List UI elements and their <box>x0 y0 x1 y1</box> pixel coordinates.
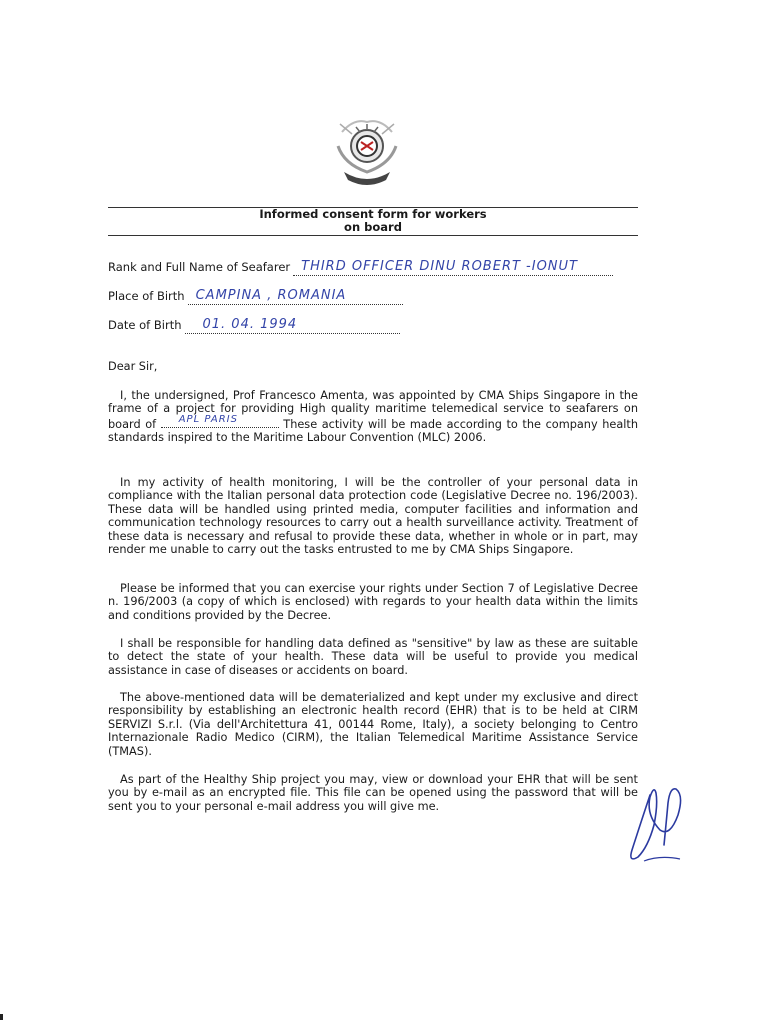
paragraph-5 <box>108 691 638 758</box>
date-of-birth-field <box>108 314 400 334</box>
title-line-1: Informed consent form for workers <box>259 207 487 221</box>
scan-mark <box>0 1014 3 1020</box>
place-of-birth-value: CAMPINA , ROMANIA <box>195 288 347 303</box>
paragraph-2-text: In my activity of health monitoring, I will be the controller of your personal data in compliance with the Italian personal data protection code (Legislative Decree no. 196/2003). These data will be handled using printed media, computer facilities and information and communication technology resources to carry out a health surveillance activity. Treatment of these data is necessary and refusal to provide these data, whether in whole or in part, may render me unable to carry out the tasks entrusted to me by CMA Ships Singapore. <box>108 476 638 557</box>
date-of-birth-label: Date of Birth <box>108 318 182 332</box>
paragraph-1-end: These activity will be made according to the company health standards inspired to the Maritime Labour Convention (MLC) 2006. <box>108 417 638 445</box>
salutation: Dear Sir, <box>108 360 158 373</box>
title-bottom-rule <box>108 235 638 236</box>
paragraph-1-start: I, the undersigned, Prof Francesco Amenta, was appointed by CMA Ships Singapore in the frame of a project for providing High quality maritime telemedical service to seafarers on board of <box>108 389 638 431</box>
paragraph-2 <box>108 476 638 556</box>
place-of-birth-label: Place of Birth <box>108 289 185 303</box>
vessel-line <box>161 416 279 428</box>
paragraph-6-text: As part of the Healthy Ship project you may, view or download your EHR that will be sent you by e-mail as an encrypted file. This file can be opened using the password that will be sent you to your personal e-mail address you will give me. <box>108 773 638 813</box>
rank-name-field <box>108 256 613 276</box>
handwritten-signature-icon <box>620 775 690 870</box>
vessel-name-value: APL PARIS <box>178 414 238 426</box>
rank-name-value: THIRD OFFICER DINU ROBERT -IONUT <box>301 259 578 274</box>
paragraph-3-text: Please be informed that you can exercise your rights under Section 7 of Legislative Decree n. 196/2003 (a copy of which is enclosed) with regards to your health data within the limits and conditions provided by the Decree. <box>108 582 638 622</box>
date-of-birth-line <box>185 315 400 334</box>
emblem-logo-icon <box>334 112 400 192</box>
document-title <box>108 208 638 234</box>
paragraph-4 <box>108 637 638 677</box>
paragraph-1 <box>108 389 638 445</box>
paragraph-6 <box>108 773 638 813</box>
date-of-birth-value: 01. 04. 1994 <box>202 317 298 332</box>
rank-name-label: Rank and Full Name of Seafarer <box>108 260 291 274</box>
paragraph-4-text: I shall be responsible for handling data defined as "sensitive" by law as these are suitable to detect the state of your health. These data will be useful to provide you medical assistance in case of diseases or accidents on board. <box>108 637 638 677</box>
title-line-2: on board <box>344 220 402 234</box>
place-of-birth-line <box>188 286 403 305</box>
paragraph-5-text: The above-mentioned data will be dematerialized and kept under my exclusive and direct responsibility by establishing an electronic health record (EHR) that is to be held at CIRM SERVIZI S.r.l. (Via dell'Architettura 41, 00144 Rome, Italy), a society belonging to Centro Internazionale Radio Medico (CIRM), the Italian Telemedical Maritime Assistance Service (TMAS). <box>108 691 638 758</box>
rank-name-line <box>293 257 613 276</box>
place-of-birth-field <box>108 285 403 305</box>
paragraph-3 <box>108 582 638 622</box>
